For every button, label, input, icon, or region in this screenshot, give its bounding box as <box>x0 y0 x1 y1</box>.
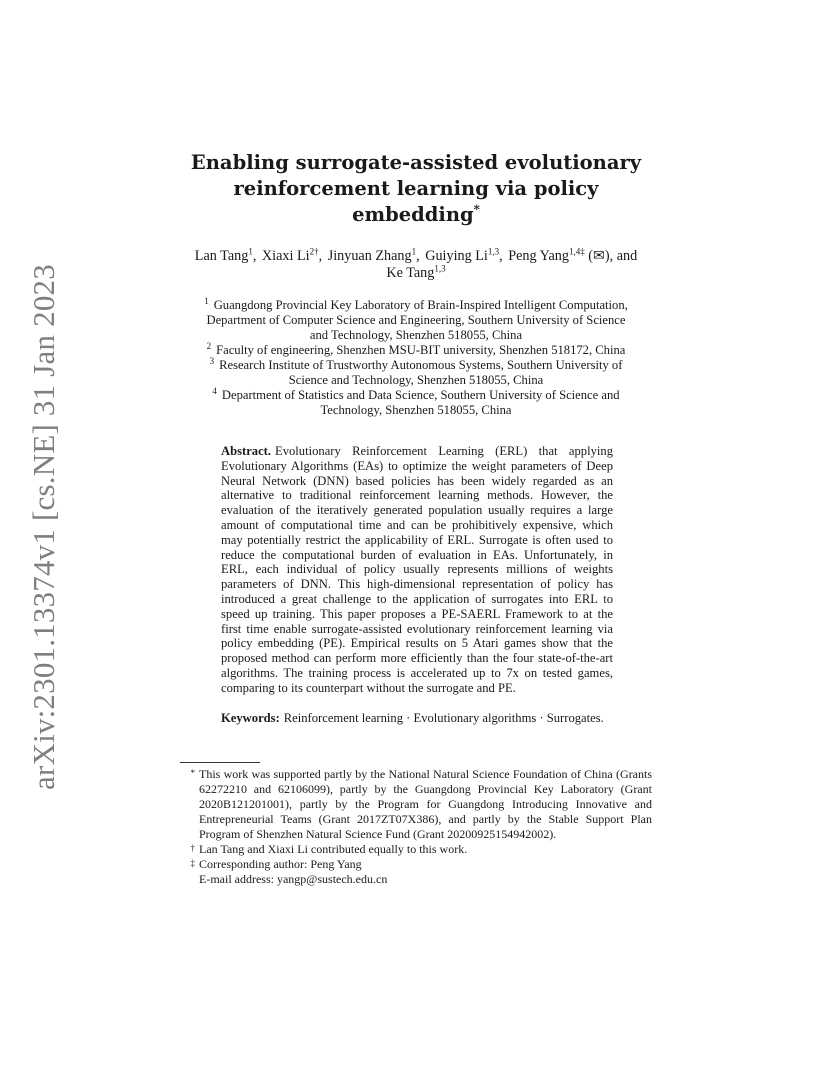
author: Guiying Li$^{1,3}$, <box>425 246 503 264</box>
affiliation-1-line: Department of Computer Science and Engineering, Southern University of Science <box>206 313 626 327</box>
footnote-mark: ‡ <box>190 858 195 868</box>
envelope-icon: (✉), <box>588 248 614 264</box>
keywords-text: Reinforcement learning · Evolutionary algorithms · Surrogates. <box>283 710 604 725</box>
author: Ke Tang$^{1,3}$ <box>386 263 446 281</box>
author: Lan Tang$^1$, <box>194 246 257 264</box>
footnotes <box>180 767 652 887</box>
abstract-section <box>221 444 613 725</box>
title-line-1: Enabling surrogate-assisted evolutionary <box>190 151 642 174</box>
footnote-funding <box>180 767 652 842</box>
footnote-email: E-mail address: yangp@sustech.edu.cn <box>199 872 388 886</box>
title-footnote-mark: * <box>473 202 480 217</box>
affiliation-4: $^4$ Department of Statistics and Data Science, Southern University of Science and <box>212 385 620 402</box>
footnote-text: Corresponding author: Peng Yang <box>199 857 362 871</box>
affiliation-1: $^1$ Guangdong Provincial Key Laboratory of Brain-Inspired Intelligent Computation, <box>204 295 628 312</box>
paper-header <box>180 150 652 418</box>
affiliation-2: $^2$ Faculty of engineering, Shenzhen MSU-BIT university, Shenzhen 518172, China <box>206 340 626 357</box>
footnote-text: This work was supported partly by the National Natural Science Foundation of China (Grants 62272210 and 62106099), partly by the Guangdong Provincial Key Laboratory (Grant 2020B121201001), partly by the Program for Guangdong Introducing Innovative and Entrepreneurial Teams (Grant 2017ZT07X386), and partly by the Stable Support Plan Program of Shenzhen Natural Science Fund (Grant 20200925154942002). <box>199 767 652 841</box>
author: Xiaxi $Li^{2\dagger}$, <box>261 246 323 264</box>
footnote-text: Lan Tang and Xiaxi Li contributed equally to this work. <box>199 842 468 856</box>
author: Jinyuan Zhang$^1$, <box>327 246 420 264</box>
footnote-divider <box>180 762 260 763</box>
footnote-mark: * <box>190 768 195 778</box>
author-conjunction: and <box>616 248 638 264</box>
footnote-mark: † <box>190 843 195 853</box>
footnote-equal-contribution <box>180 842 652 857</box>
arxiv-identifier: arXiv:2301.13374v1 [cs.NE] 31 Jan 2023 <box>26 264 62 790</box>
abstract-text: Evolutionary Reinforcement Learning (ERL) that applying Evolutionary Algorithms (EAs) to optimize the weight parameters of Deep Neural Network (DNN) based policies has been widely regarded as an alternative to traditional reinforcement learning methods. However, the evaluation of the iteratively generated population usually requires a large amount of computational time and can be prohibitively expensive, which may potentially restrict the applicability of ERL. Surrogate is often used to reduce the computational burden of evaluation in EAs. Unfortunately, in ERL, each individual of policy usually represents millions of weights parameters of DNN. This high-dimensional representation of policy has introduced a great challenge to the application of surrogates into ERL to speed up training. This paper proposes a PE-SAERL Framework to at the first time enable surrogate-assisted evolutionary reinforcement learning via policy embedding (PE). Empirical results on 5 Atari games show that the proposed method can perform more efficiently than the four state-of-the-art algorithms. The training process is accelerated up to 7x on tested games, comparing to its counterpart without the surrogate and PE. <box>221 444 613 695</box>
abstract <box>221 444 613 696</box>
paper-title <box>180 150 652 228</box>
keywords <box>221 711 613 726</box>
affiliation-3-line: Science and Technology, Shenzhen 518055, China <box>288 373 544 387</box>
affiliation-3: $^3$ Research Institute of Trustworthy Autonomous Systems, Southern University of <box>209 355 623 372</box>
keywords-label: Keywords: <box>221 710 280 725</box>
arxiv-sidebar <box>24 264 64 790</box>
footnote-corresponding <box>180 857 652 887</box>
author-list <box>180 248 652 282</box>
author: Peng Yang$^{1,4\ddagger}$ <box>508 246 585 264</box>
abstract-label: Abstract. <box>221 444 272 458</box>
affiliation-4-line: Technology, Shenzhen 518055, China <box>320 403 512 417</box>
title-line-2: reinforcement learning via policy embedding <box>233 177 599 226</box>
affiliation-list <box>180 295 652 418</box>
affiliation-1-line: and Technology, Shenzhen 518055, China <box>309 328 523 342</box>
